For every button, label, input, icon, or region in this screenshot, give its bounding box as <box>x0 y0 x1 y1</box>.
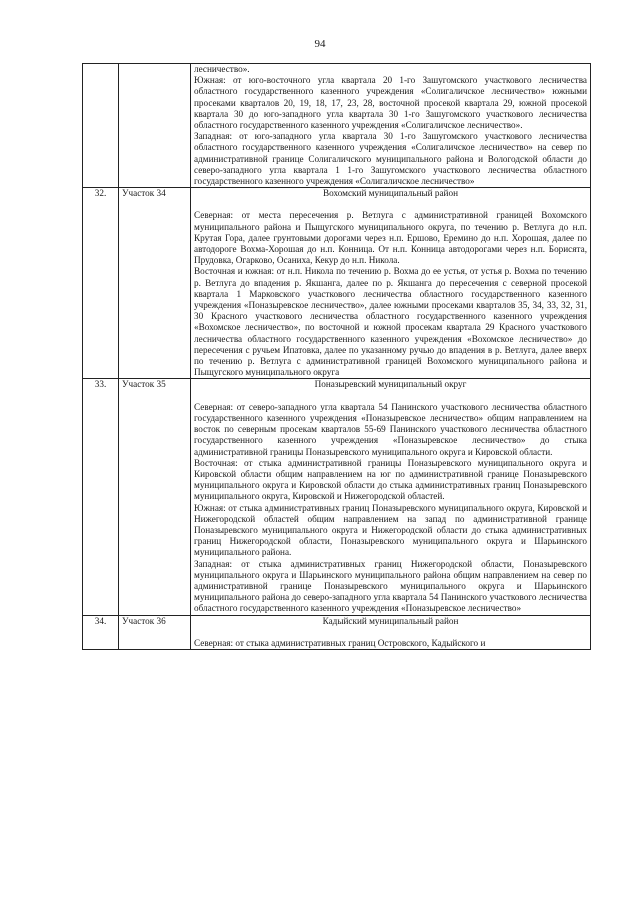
boundary-paragraph: лесничество». <box>194 64 250 74</box>
row-number-cell: 32. <box>83 188 119 379</box>
boundary-paragraph: Северная: от места пересечения р. Ветлуга с административной границей Вохомского муниципального района и Пыщугского муниципального округа, по течению р. Ветлуга до н.п. Крутая Гора, далее грунтовыми дорогами через н.п. Ершово, Еремино до н.п. Хорошая, далее по автодороге Вохма-Хорошая до н.п. Конница. От н.п. Конница автодорогами через н.п. Борисята, Прудовка, Огарково, Осаниха, Кекур до н.п. Никола. <box>194 210 587 266</box>
plot-name-cell: Участок 34 <box>119 188 191 379</box>
district-heading: Кадыйский муниципальный район <box>322 615 459 626</box>
boundary-description-cell <box>191 379 591 615</box>
boundary-description-cell <box>191 188 591 379</box>
boundary-paragraph: Восточная и южная: от н.п. Никола по течению р. Вохма до ее устья, от устья р. Вохма по течению р. Ветлуга до впадения р. Якшанга, далее по р. Якшанга до пересечения с северной просекой квартала 1 Марковского участкового лесничества областного государственного казенного учреждения «Поназыревское лесничество», далее южными просеками кварталов 35, 34, 33, 32, 31, 30 Красного участкового лесничества областного государственного казенного учреждения «Вохомское лесничество», по восточной и южной просекам квартала 29 Красного участкового лесничества областного государственного казенного учреждения «Вохомское лесничество» до пересечения с ручьем Ипатовка, далее по указанному ручью до впадения в р. Ветлуга, далее вверх по течению р. Ветлуга с административной границей Вохомского муниципального района и Пыщугского муниципального округа <box>194 266 587 378</box>
row-number-cell: 34. <box>83 615 119 649</box>
district-heading: Поназыревский муниципальный округ <box>314 379 467 390</box>
boundary-paragraph: Южная: от стыка административных границ Поназыревского муниципального округа, Кировской и Нижегородской областей общим направлением на запад по административной границе Поназыревского муниципального округа и Нижегородской области до стыка административных границ Нижегородской области, Поназыревского муниципального округа и Шарьинского муниципального района. <box>194 502 587 558</box>
table-row-continuation <box>83 64 591 188</box>
boundary-paragraph: Северная: от стыка административных границ Островского, Кадыйского и <box>194 637 486 648</box>
district-heading: Вохомский муниципальный район <box>323 188 458 199</box>
table-row-33 <box>83 379 591 615</box>
boundary-description-cell <box>191 615 591 649</box>
boundary-description-cell <box>191 64 591 188</box>
table-row-32 <box>83 188 591 379</box>
boundary-paragraph: Западная: от юго-западного угла квартала 30 1-го Зашугомского участкового лесничества областного государственного казенного учреждения «Солигаличское лесничество» на север по административной границе Солигаличского муниципального района и Вологодской области до северо-западного угла квартала 1 1-го Зашугомского участкового лесничества областного государственного казенного учреждения «Солигаличское лесничество» <box>194 131 587 187</box>
plot-name-cell <box>119 64 191 188</box>
row-number-cell <box>83 64 119 188</box>
boundary-paragraph: Северная: от северо-западного угла квартала 54 Панинского участкового лесничества областного государственного казенного учреждения «Поназыревское лесничество» общим направлением на восток по северным просекам кварталов 55-69 Панинского участкового лесничества областного государственного казенного учреждения «Поназыревское лесничество» до стыка административной границы Поназыревского муниципального округа и Кировской области. <box>194 401 587 457</box>
boundary-paragraph: Западная: от стыка административных границ Нижегородской области, Поназыревского муниципального округа и Шарьинского муниципального района общим направлением на север по административной границе Поназыревского муниципального округа и Шарьинского муниципального района до северо-западного угла квартала 54 Панинского участкового лесничества областного государственного казенного учреждения «Поназыревское лесничество» <box>194 558 587 614</box>
boundaries-table <box>82 63 591 650</box>
plot-name-cell: Участок 36 <box>119 615 191 649</box>
plot-name-cell: Участок 35 <box>119 379 191 615</box>
boundary-paragraph: Южная: от юго-восточного угла квартала 20 1-го Зашугомского участкового лесничества областного государственного казенного учреждения «Солигаличское лесничество» южными просеками кварталов 20, 19, 18, 17, 23, 28, восточной просекой квартала 29, южной просекой квартала 30 до юго-западного угла квартала 30 1-го Зашугомского участкового лесничества областного государственного казенного учреждения «Солигаличское лесничество». <box>194 75 587 131</box>
page-number: 94 <box>314 38 326 50</box>
row-number-cell: 33. <box>83 379 119 615</box>
boundary-paragraph: Восточная: от стыка административной границы Поназыревского муниципального округа и Кировской области общим направлением на юг по административной границе Поназыревского муниципального округа и Кировской области до стыка административных границ Поназыревского муниципального округа, Кировской и Нижегородской областей. <box>194 457 587 502</box>
table-row-34 <box>83 615 591 649</box>
